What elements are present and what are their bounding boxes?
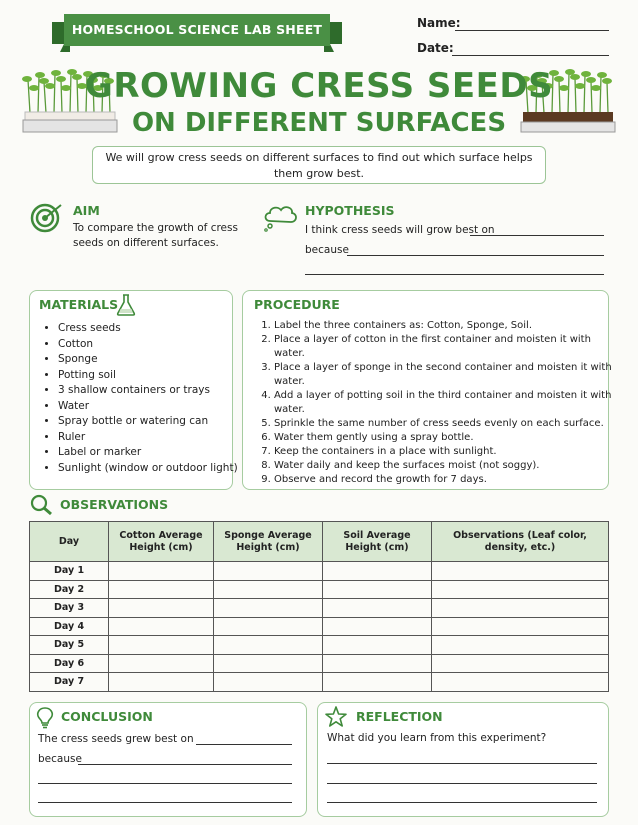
list-item: • Potting soil — [58, 368, 248, 384]
table-row — [30, 654, 609, 673]
day-cell: Day 3 — [30, 599, 109, 618]
observations-heading: OBSERVATIONS — [60, 497, 169, 512]
reflection-line[interactable] — [327, 788, 597, 803]
notes-cell[interactable] — [432, 562, 609, 581]
hypothesis-because-line[interactable] — [347, 241, 604, 256]
cotton-cell[interactable] — [109, 636, 214, 655]
day-cell: Day 2 — [30, 580, 109, 599]
hypothesis-heading: HYPOTHESIS — [305, 203, 395, 218]
date-field[interactable] — [452, 41, 609, 56]
soil-cell[interactable] — [323, 562, 432, 581]
cotton-cell[interactable] — [109, 617, 214, 636]
table-row — [30, 580, 609, 599]
list-item: • Label or marker — [58, 445, 248, 461]
notes-cell[interactable] — [432, 654, 609, 673]
conclusion-answer-line[interactable] — [196, 730, 292, 745]
sponge-cell[interactable] — [214, 599, 323, 618]
list-item: 2. Place a layer of cotton in the first container and moisten it with water. — [274, 333, 614, 361]
column-header: Sponge Average Height (cm) — [214, 522, 323, 562]
reflection-line[interactable] — [327, 749, 597, 764]
soil-cell[interactable] — [323, 673, 432, 692]
reflection-line[interactable] — [327, 769, 597, 784]
table-row — [30, 599, 609, 618]
day-cell: Day 7 — [30, 673, 109, 692]
name-label: Name: — [417, 16, 461, 30]
sponge-cell[interactable] — [214, 654, 323, 673]
day-cell: Day 4 — [30, 617, 109, 636]
list-item: • Spray bottle or watering can — [58, 414, 248, 430]
cotton-cell[interactable] — [109, 654, 214, 673]
materials-list — [40, 321, 248, 476]
column-header: Day — [30, 522, 109, 562]
notes-cell[interactable] — [432, 673, 609, 692]
list-item: • Cress seeds — [58, 321, 248, 337]
lightbulb-icon — [34, 705, 56, 729]
hypothesis-because-label: because — [305, 244, 349, 256]
column-header: Observations (Leaf color, density, etc.) — [432, 522, 609, 562]
star-icon — [324, 705, 348, 729]
list-item: • 3 shallow containers or trays — [58, 383, 248, 399]
reflection-question: What did you learn from this experiment? — [327, 732, 547, 744]
procedure-heading: PROCEDURE — [254, 297, 340, 312]
banner — [52, 14, 342, 52]
list-item: • Cotton — [58, 337, 248, 353]
list-item: 6. Water them gently using a spray bottle. — [274, 431, 614, 445]
hypothesis-line1-label: I think cress seeds will grow best on — [305, 224, 495, 236]
soil-cell[interactable] — [323, 636, 432, 655]
list-item: 9. Observe and record the growth for 7 days. — [274, 473, 614, 487]
sponge-cell[interactable] — [214, 562, 323, 581]
list-item: • Sponge — [58, 352, 248, 368]
soil-cell[interactable] — [323, 617, 432, 636]
cotton-cell[interactable] — [109, 580, 214, 599]
conclusion-because-line[interactable] — [78, 750, 292, 765]
intro-box: We will grow cress seeds on different surfaces to find out which surface helps them grow best. — [92, 146, 546, 184]
list-item: • Sunlight (window or outdoor light) — [58, 461, 248, 477]
list-item: • Ruler — [58, 430, 248, 446]
conclusion-box — [29, 702, 307, 817]
sponge-cell[interactable] — [214, 673, 323, 692]
list-item: 8. Water daily and keep the surfaces moist (not soggy). — [274, 459, 614, 473]
table-row — [30, 617, 609, 636]
magnifier-icon — [30, 494, 54, 516]
aim-heading: AIM — [73, 203, 100, 218]
conclusion-line1-label: The cress seeds grew best on — [38, 733, 194, 745]
materials-box — [29, 290, 238, 490]
sponge-cell[interactable] — [214, 636, 323, 655]
list-item: 7. Keep the containers in a place with sunlight. — [274, 445, 614, 459]
list-item: 1. Label the three containers as: Cotton, Sponge, Soil. — [274, 319, 614, 333]
date-label: Date: — [417, 41, 454, 55]
column-header: Soil Average Height (cm) — [323, 522, 432, 562]
notes-cell[interactable] — [432, 636, 609, 655]
list-item: 3. Place a layer of sponge in the second container and moisten it with water. — [274, 361, 614, 389]
table-row — [30, 562, 609, 581]
column-header: Cotton Average Height (cm) — [109, 522, 214, 562]
aim-text: To compare the growth of cress seeds on different surfaces. — [73, 222, 238, 249]
banner-title: HOMESCHOOL SCIENCE LAB SHEET — [71, 22, 323, 37]
target-icon — [30, 203, 64, 233]
sponge-cell[interactable] — [214, 617, 323, 636]
day-cell: Day 6 — [30, 654, 109, 673]
reflection-box — [317, 702, 609, 817]
conclusion-heading: CONCLUSION — [61, 709, 153, 724]
notes-cell[interactable] — [432, 617, 609, 636]
procedure-box — [242, 290, 612, 490]
table-row — [30, 673, 609, 692]
notes-cell[interactable] — [432, 580, 609, 599]
cotton-cell[interactable] — [109, 673, 214, 692]
table-row — [30, 636, 609, 655]
sponge-cell[interactable] — [214, 580, 323, 599]
soil-cell[interactable] — [323, 654, 432, 673]
thought-bubble-icon — [262, 203, 300, 233]
reflection-heading: REFLECTION — [356, 709, 443, 724]
conclusion-extra-line[interactable] — [38, 788, 292, 803]
materials-heading: MATERIALS — [39, 297, 119, 312]
hypothesis-extra-line[interactable] — [305, 260, 604, 275]
hypothesis-answer-line[interactable] — [470, 221, 604, 236]
notes-cell[interactable] — [432, 599, 609, 618]
day-cell: Day 5 — [30, 636, 109, 655]
conclusion-extra-line[interactable] — [38, 769, 292, 784]
page-title-line2: ON DIFFERENT SURFACES — [131, 108, 507, 138]
day-cell: Day 1 — [30, 562, 109, 581]
page-title-line1: GROWING CRESS SEEDS — [84, 66, 554, 106]
cotton-cell[interactable] — [109, 562, 214, 581]
soil-cell[interactable] — [323, 580, 432, 599]
list-item: 4. Add a layer of potting soil in the third container and moisten it with water. — [274, 389, 614, 417]
list-item: • Water — [58, 399, 248, 415]
list-item: 5. Sprinkle the same number of cress seeds evenly on each surface. — [274, 417, 614, 431]
observations-table — [29, 521, 609, 692]
flask-icon — [116, 293, 136, 317]
procedure-list — [256, 319, 614, 487]
cotton-cell[interactable] — [109, 599, 214, 618]
name-field[interactable] — [455, 16, 609, 31]
soil-cell[interactable] — [323, 599, 432, 618]
conclusion-because-label: because — [38, 753, 82, 765]
